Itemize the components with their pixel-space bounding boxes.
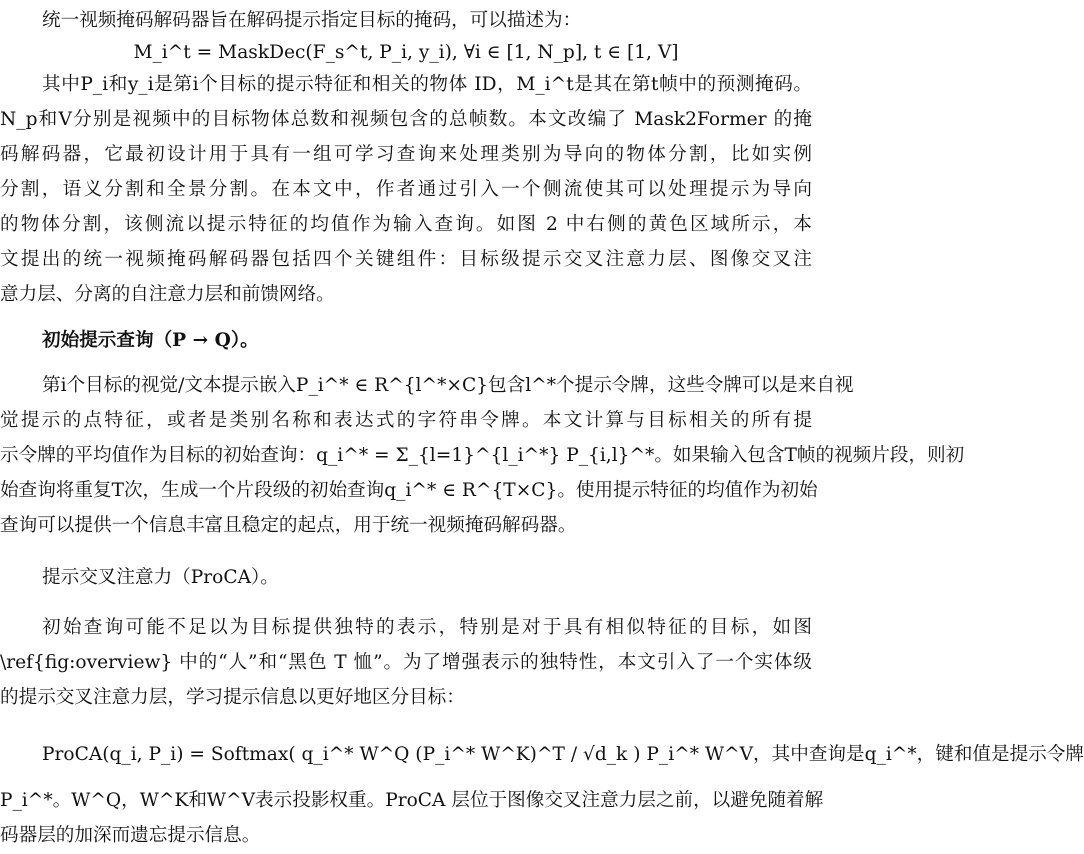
- equation-maskdec: M_i^t = MaskDec(F_s^t, P_i, y_i), ∀i ∈ [1, N_p], t ∈ [1, V]: [133, 42, 679, 63]
- text-line: 分割，语义分割和全景分割。在本文中，作者通过引入一个侧流使其可以处理提示为导向: [0, 179, 812, 200]
- text-line: 其中P_i和y_i是第i个目标的提示特征和相关的物体 ID，M_i^t是其在第t帧中的预测掩码。: [42, 74, 812, 95]
- section-heading: 初始提示查询（P → Q）。: [42, 330, 259, 351]
- text-line: 第i个目标的视觉/文本提示嵌入P_i^* ∈ R^{l^*×C}包含l^*个提示令牌，这些令牌可以是来自视: [42, 375, 854, 396]
- text-line: 意力层、分离的自注意力层和前馈网络。: [0, 284, 335, 305]
- text-line: N_p和V分别是视频中的目标物体总数和视频包含的总帧数。本文改编了 Mask2Former 的掩: [0, 109, 812, 130]
- text-line: 查询可以提供一个信息丰富且稳定的起点，用于统一视频掩码解码器。: [0, 515, 577, 536]
- text-line: 初始查询可能不足以为目标提供独特的表示，特别是对于具有相似特征的目标，如图: [42, 617, 812, 638]
- text-line: 始查询将重复T次，生成一个片段级的初始查询q_i^* ∈ R^{T×C}。使用提示特征的均值作为初始: [0, 480, 818, 501]
- text-line: 码器层的加深而遗忘提示信息。: [0, 825, 261, 846]
- section-heading: 提示交叉注意力（ProCA）。: [42, 567, 279, 588]
- text-line: 的提示交叉注意力层，学习提示信息以更好地区分目标：: [0, 687, 465, 708]
- text-line: 觉提示的点特征，或者是类别名称和表达式的字符串令牌。本文计算与目标相关的所有提: [0, 410, 812, 431]
- equation-proca: ProCA(q_i, P_i) = Softmax( q_i^* W^Q (P_i^* W^K)^T / √d_k ) P_i^* W^V，其中查询是q_i^*，键和值是提示令牌: [42, 744, 1084, 765]
- text-line: 码解码器，它最初设计用于具有一组可学习查询来处理类别为导向的物体分割，比如实例: [0, 144, 812, 165]
- text-line: \ref{fig:overview} 中的“人”和“黑色 T 恤”。为了增强表示的独特性，本文引入了一个实体级: [0, 652, 812, 673]
- text-line: 的物体分割，该侧流以提示特征的均值作为输入查询。如图 2 中右侧的黄色区域所示，本: [0, 214, 812, 235]
- text-line: P_i^*。W^Q，W^K和W^V表示投影权重。ProCA 层位于图像交叉注意力层之前，以避免随着解: [0, 790, 824, 811]
- text-line: 统一视频掩码解码器旨在解码提示指定目标的掩码，可以描述为：: [42, 10, 582, 31]
- text-line: 示令牌的平均值作为目标的初始查询：q_i^* = Σ_{l=1}^{l_i^*} P_{i,l}^*。如果输入包含T帧的视频片段，则初: [0, 445, 965, 466]
- text-line: 文提出的统一视频掩码解码器包括四个关键组件：目标级提示交叉注意力层、图像交叉注: [0, 249, 812, 270]
